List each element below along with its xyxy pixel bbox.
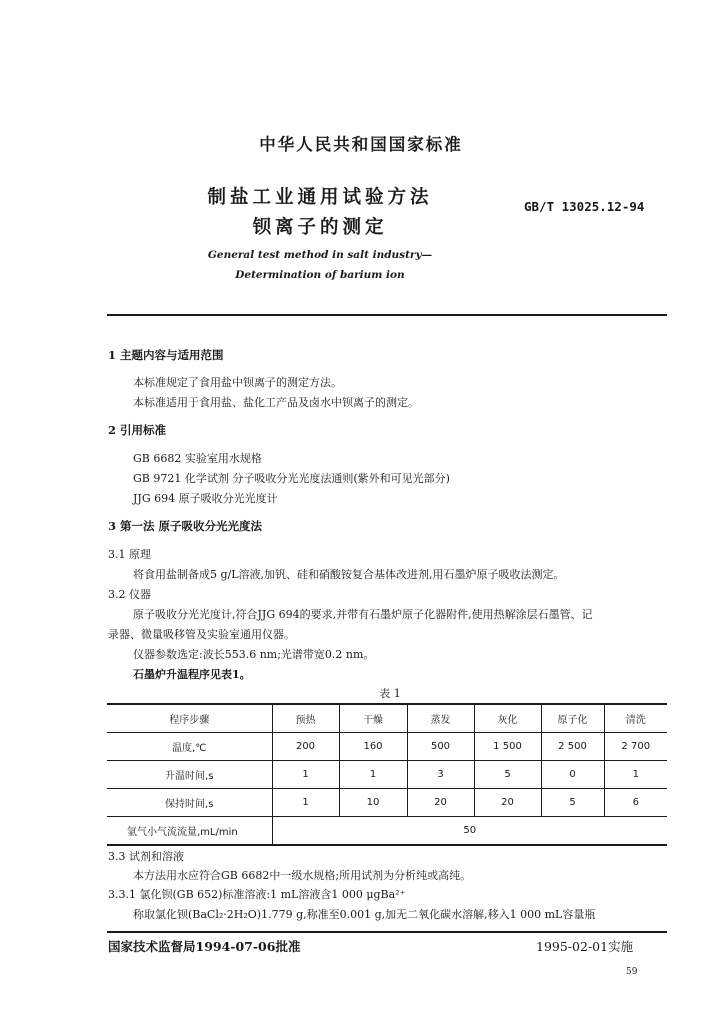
- table-cell: 2 700: [604, 733, 667, 761]
- table-cell: 3: [407, 761, 474, 789]
- table-cell: 1: [272, 789, 339, 817]
- table-cell: 5: [474, 761, 541, 789]
- table-cell: 200: [272, 733, 339, 761]
- section-3-3-heading: 3.3 试剂和溶液: [108, 850, 184, 863]
- table-header-cell: 清洗: [604, 704, 667, 733]
- table-header-cell: 蒸发: [407, 704, 474, 733]
- table-cell: 160: [339, 733, 407, 761]
- section-3-1-paragraph: 将食用盐制备成5 g/L溶液,加钒、硅和硝酸铵复合基体改进剂,用石墨炉原子吸收法测定。: [133, 568, 565, 581]
- footer-divider: [107, 931, 667, 933]
- table-cell: 氩气小气流流量,mL/min: [107, 817, 272, 846]
- table-cell: 1: [604, 761, 667, 789]
- table-cell: 50: [272, 817, 667, 846]
- section-3-3-1-paragraph: 称取氯化钡(BaCl₂·2H₂O)1.779 g,称准至0.001 g,加无二氧化碳水溶解,移入1 000 mL容量瓶: [133, 908, 596, 921]
- table-header-cell: 程序步骤: [107, 704, 272, 733]
- table-row: [107, 817, 667, 846]
- section-3-2-heading: 3.2 仪器: [108, 588, 151, 601]
- section-3-heading: 3 第一法 原子吸收分光光度法: [108, 519, 263, 533]
- table-cell: 20: [407, 789, 474, 817]
- table-cell: 20: [474, 789, 541, 817]
- table-cell: 0: [541, 761, 604, 789]
- section-1-paragraph-1: 本标准规定了食用盐中钡离子的测定方法。: [133, 376, 342, 389]
- reference-3: JJG 694 原子吸收分光光度计: [133, 492, 278, 505]
- reference-1: GB 6682 实验室用水规格: [133, 452, 262, 465]
- table-cell: 5: [541, 789, 604, 817]
- table-1: [107, 703, 667, 846]
- table-cell: 1 500: [474, 733, 541, 761]
- table-header-cell: 灰化: [474, 704, 541, 733]
- section-3-1-heading: 3.1 原理: [108, 548, 151, 561]
- section-3-2-paragraph-1a: 原子吸收分光光度计,符合JJG 694的要求,并带有石墨炉原子化器附件,使用热解涂层石墨管、记: [133, 608, 593, 621]
- section-3-3-paragraph: 本方法用水应符合GB 6682中一级水规格;所用试剂为分析纯或高纯。: [133, 869, 472, 882]
- standard-number: GB/T 13025.12-94: [524, 199, 645, 214]
- table-header-cell: 原子化: [541, 704, 604, 733]
- page-number: 59: [626, 967, 638, 977]
- table-cell: 升温时间,s: [107, 761, 272, 789]
- table-cell: 1: [339, 761, 407, 789]
- english-title-line1: General test method in salt industry—: [207, 249, 433, 261]
- table-cell: 500: [407, 733, 474, 761]
- table-header-cell: 预热: [272, 704, 339, 733]
- table-1-caption: 表 1: [379, 687, 401, 700]
- document-title-line1: 制盐工业通用试验方法: [207, 187, 433, 208]
- section-2-heading: 2 引用标准: [108, 423, 167, 437]
- document-title-line2: 钡离子的测定: [252, 217, 388, 238]
- table-row: [107, 733, 667, 761]
- table-cell: 温度,℃: [107, 733, 272, 761]
- section-3-3-1-heading: 3.3.1 氯化钡(GB 652)标准溶液:1 mL溶液含1 000 μgBa²⁺: [108, 888, 406, 901]
- table-cell: 6: [604, 789, 667, 817]
- section-3-2-paragraph-3: 石墨炉升温程序见表1。: [133, 668, 251, 681]
- effective-date: 1995-02-01实施: [536, 939, 634, 954]
- table-header-cell: 干燥: [339, 704, 407, 733]
- section-1-paragraph-2: 本标准适用于食用盐、盐化工产品及卤水中钡离子的测定。: [133, 396, 419, 409]
- table-header-row: [107, 704, 667, 733]
- approval-date: 国家技术监督局1994-07-06批准: [108, 939, 301, 954]
- section-3-2-paragraph-2: 仪器参数选定:波长553.6 nm;光谱带宽0.2 nm。: [133, 648, 375, 661]
- table-cell: 10: [339, 789, 407, 817]
- table-row: [107, 761, 667, 789]
- standard-organization: 中华人民共和国国家标准: [259, 135, 463, 154]
- table-cell: 2 500: [541, 733, 604, 761]
- table-cell: 1: [272, 761, 339, 789]
- header-divider: [107, 314, 667, 316]
- reference-2: GB 9721 化学试剂 分子吸收分光光度法通则(紫外和可见光部分): [133, 472, 450, 485]
- english-title-line2: Determination of barium ion: [235, 269, 405, 281]
- table-cell: 保持时间,s: [107, 789, 272, 817]
- section-3-2-paragraph-1b: 录器、微量吸移管及实验室通用仪器。: [108, 628, 295, 641]
- table-row: [107, 789, 667, 817]
- section-1-heading: 1 主题内容与适用范围: [108, 348, 224, 362]
